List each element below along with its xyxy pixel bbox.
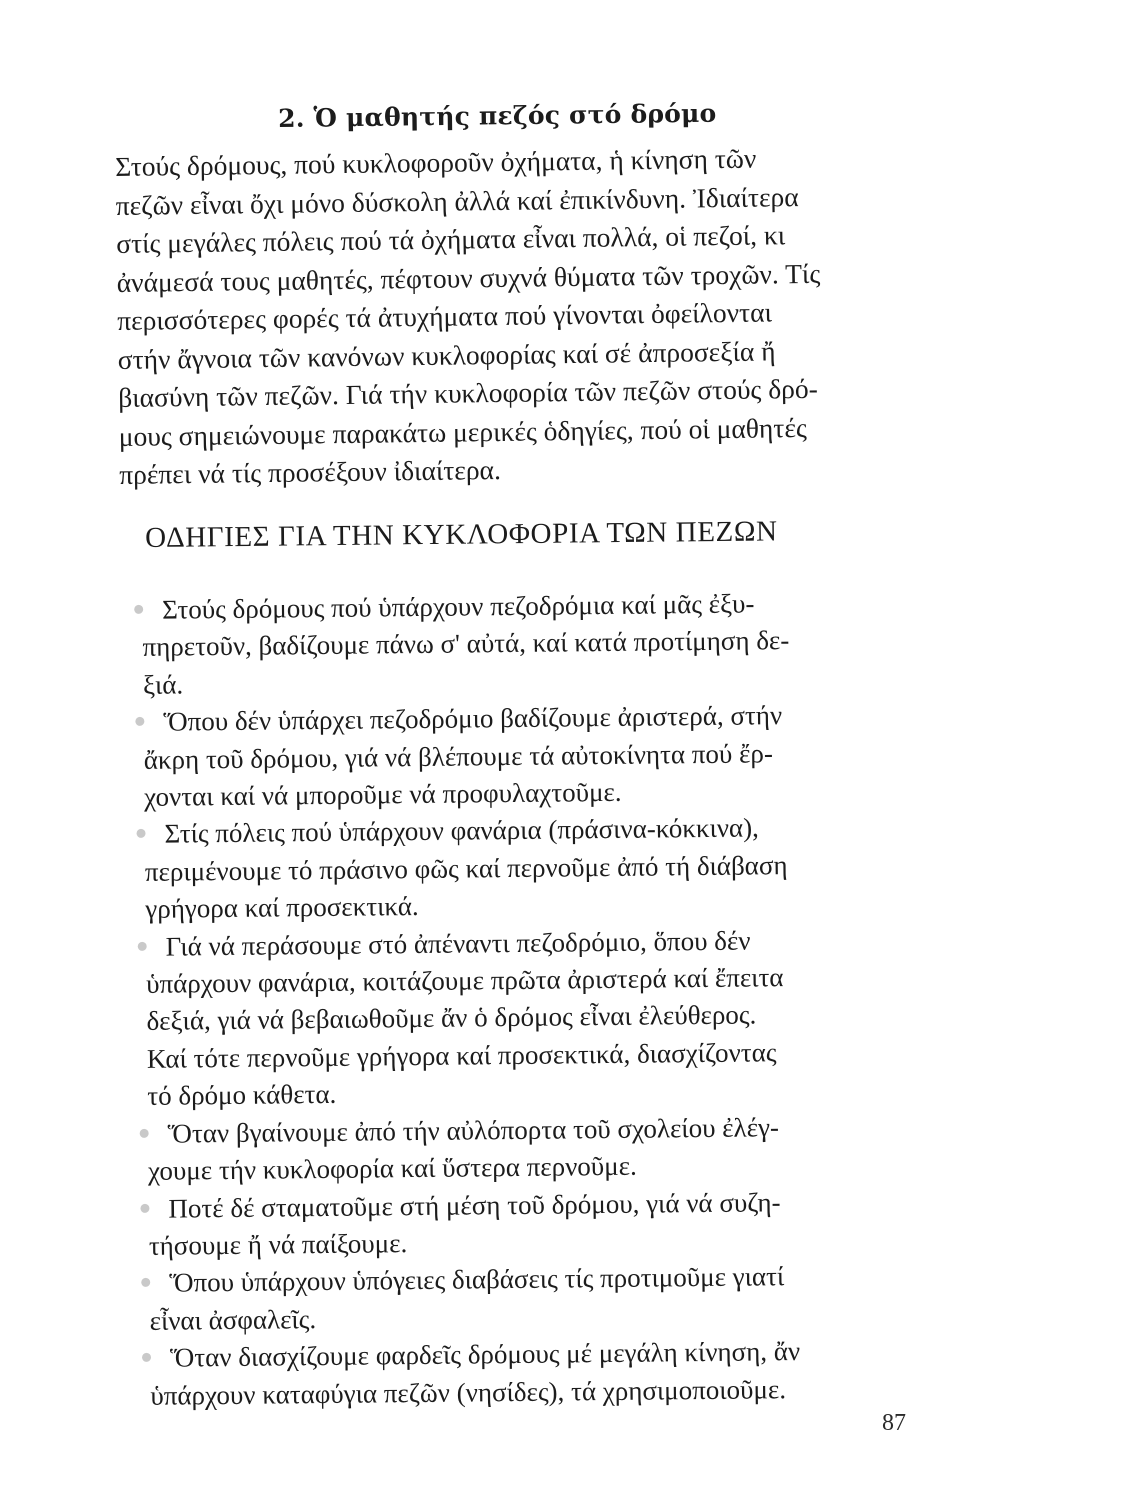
bullet-dot-icon — [140, 1129, 149, 1138]
intro-line: στίς μεγάλες πόλεις πού τά ὀχήματα εἶναι πολλά, οἱ πεζοί, κι — [116, 219, 786, 259]
guideline-line: χονται καί νά μποροῦμε νά προφυλαχτοῦμε. — [143, 776, 622, 812]
guideline-item — [134, 1182, 905, 1265]
guideline-line: τό δρόμο κάθετα. — [147, 1079, 337, 1112]
intro-line: πρέπει νά τίς προσέξουν ἰδιαίτερα. — [119, 453, 502, 490]
guideline-line: Γιά νά περάσουμε στό ἀπέναντι πεζοδρόμιο, ὅπου δέν — [165, 925, 751, 962]
guideline-line: χουμε τήν κυκλοφορία καί ὕστερα περνοῦμε. — [147, 1150, 637, 1186]
section-title: 2. Ὁ μαθητής πεζός στό δρόμο — [278, 98, 717, 133]
intro-line: στήν ἄγνοια τῶν κανόνων κυκλοφορίας καί σέ ἀπροσεξία ἤ — [117, 334, 776, 375]
guideline-line: Ὅταν διασχίζουμε φαρδεῖς δρόμους μέ μεγάλη κίνηση, ἄν — [169, 1336, 801, 1373]
guideline-line: ὑπάρχουν φανάρια, κοιτάζουμε πρῶτα ἀριστερά καί ἔπειτα — [145, 962, 784, 999]
guidelines-list — [128, 584, 907, 1415]
intro-line: πεζῶν εἶναι ὄχι μόνο δύσκολη ἀλλά καί ἐπικίνδυνη. Ἰδιαίτερα — [115, 180, 799, 221]
intro-line: βιασύνη τῶν πεζῶν. Γιά τήν κυκλοφορία τῶν πεζῶν στούς δρό- — [118, 372, 818, 413]
guideline-line: ξιά. — [142, 669, 184, 700]
guideline-line: τήσουμε ἤ νά παίξουμε. — [148, 1228, 408, 1261]
guideline-line: Ὅταν βγαίνουμε ἀπό τήν αὐλόπορτα τοῦ σχολείου ἐλέγ- — [167, 1111, 780, 1149]
guideline-item — [135, 1257, 906, 1340]
guideline-line: ὑπάρχουν καταφύγια πεζῶν (νησίδες), τά χρησιμοποιοῦμε. — [150, 1373, 787, 1411]
page-number: 87 — [882, 1410, 906, 1436]
guideline-item — [132, 921, 904, 1116]
guideline-line: εἶναι ἀσφαλεῖς. — [149, 1303, 317, 1336]
guideline-item — [129, 696, 900, 816]
bullet-dot-icon — [138, 941, 147, 950]
bullet-dot-icon — [134, 605, 143, 614]
intro-line: μους σημειώνουμε παρακάτω μερικές ὁδηγίες, πού οἱ μαθητές — [118, 411, 807, 452]
guideline-line: πηρετοῦν, βαδίζουμε πάνω σ' αὐτά, καί κατά προτίμηση δε- — [142, 625, 790, 663]
intro-paragraph — [115, 138, 899, 495]
guideline-line: δεξιά, γιά νά βεβαιωθοῦμε ἄν ὁ δρόμος εἶναι ἐλεύθερος. — [146, 999, 757, 1037]
guideline-line: γρήγορα καί προσεκτικά. — [145, 891, 419, 925]
intro-line: ἀνάμεσά τους μαθητές, πέφτουν συχνά θύματα τῶν τροχῶν. Τίς — [116, 257, 821, 298]
intro-line: Στούς δρόμους, πού κυκλοφοροῦν ὀχήματα, ἡ κίνηση τῶν — [115, 142, 757, 182]
guideline-line: Ὅπου ὑπάρχουν ὑπόγειες διαβάσεις τίς προτιμοῦμε γιατί — [169, 1261, 785, 1298]
guideline-line: Καί τότε περνοῦμε γρήγορα καί προσεκτικά, διασχίζοντας — [146, 1037, 777, 1074]
guideline-item — [128, 584, 899, 704]
guideline-item — [136, 1332, 907, 1415]
guideline-line: Ποτέ δέ σταματοῦμε στή μέση τοῦ δρόμου, γιά νά συζη- — [168, 1186, 781, 1224]
bullet-dot-icon — [140, 1203, 149, 1212]
guideline-line: περιμένουμε τό πράσινο φῶς καί περνοῦμε ἀπό τή διάβαση — [144, 849, 788, 887]
guideline-line: Στούς δρόμους πού ὑπάρχουν πεζοδρόμια καί μᾶς ἐξυ- — [162, 588, 755, 625]
guidelines-heading: ΟΔΗΓΙΕΣ ΓΙΑ ΤΗΝ ΚΥΚΛΟΦΟΡΙΑ ΤΩΝ ΠΕΖΩΝ — [145, 515, 778, 554]
guideline-line: Ὅπου δέν ὑπάρχει πεζοδρόμιο βαδίζουμε ἀριστερά, στήν — [163, 700, 783, 737]
guideline-line: ἄκρη τοῦ δρόμου, γιά νά βλέπουμε τά αὐτοκίνητα πού ἔρ- — [143, 737, 774, 775]
guideline-item — [130, 808, 901, 928]
intro-line: περισσότερες φορές τά ἀτυχήματα πού γίνονται ὀφείλονται — [117, 296, 773, 336]
guideline-line: Στίς πόλεις πού ὑπάρχουν φανάρια (πράσινα-κόκκινα), — [164, 812, 760, 850]
guideline-item — [133, 1108, 904, 1191]
